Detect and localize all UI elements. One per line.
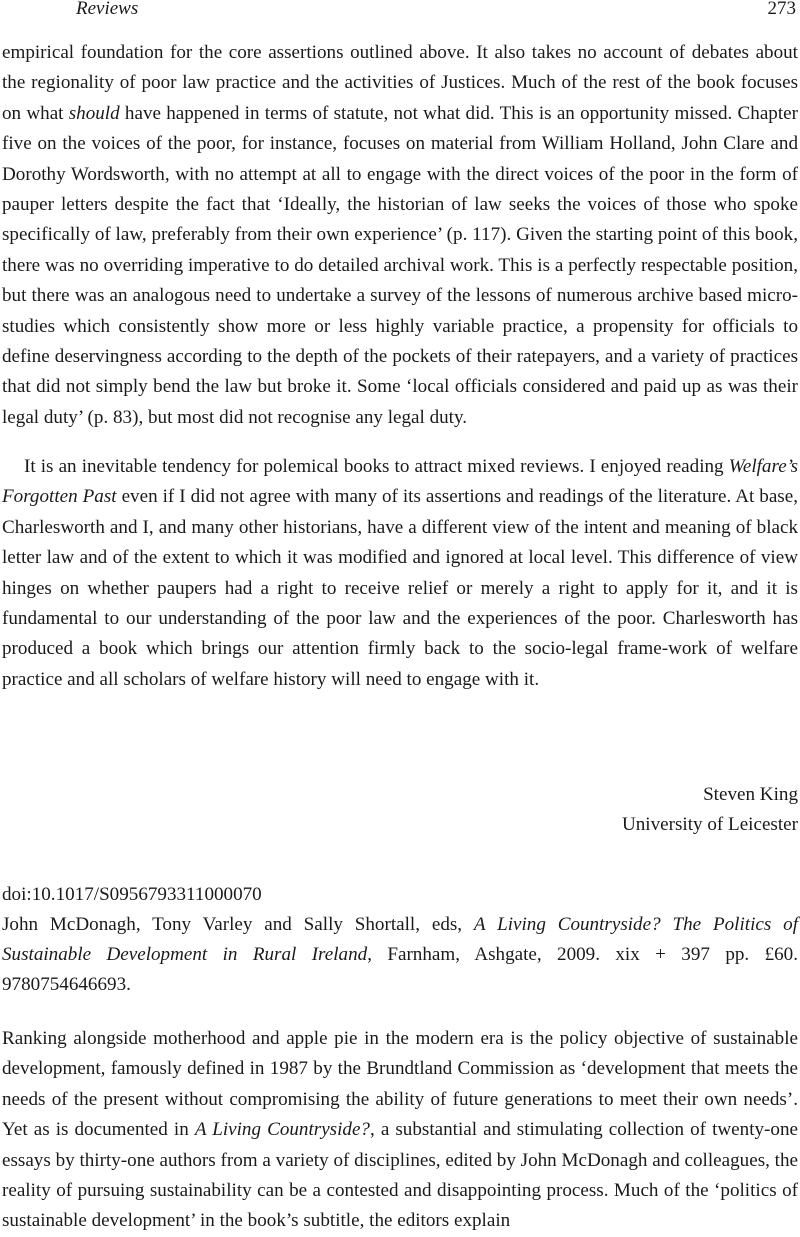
review-2-doi: doi:10.1017/S0956793311000070 — [2, 884, 262, 905]
italic-text: Welfare’s Forgotten Past — [2, 456, 798, 508]
review-1-paragraph-1: empirical foundation for the core assertions outlined above. It also takes no account of debates about the regionality of poor law practice and the activities of Justices. Much of the rest of the book focuses on what should have happened in terms of statute, not what did. This is an opportunity missed. Chapter five on the voices of the poor, for instance, focuses on material from William Holland, John Clare and Dorothy Wordsworth, with no attempt at all to engage with the direct voices of the poor in the form of pauper letters despite the fact that ‘Ideally, the historian of law seeks the voices of those who spoke specifically of law, preferably from their own experience’ (p. 117). Given the starting point of this book, there was no overriding imperative to do detailed archival work. This is a perfectly respectable position, but there was an analogous need to undertake a survey of the lessons of numerous archive based micro-studies which consistently show more or less highly variable practice, a propensity for officials to define deservingness according to the depth of the pockets of their ratepayers, and a variety of practices that did not simply bend the law but broke it. Some ‘local officials considered and paid up as was their legal duty’ (p. 83), but most did not recognise any legal duty. — [2, 42, 798, 428]
running-head-title: Reviews — [76, 0, 139, 19]
review-1-paragraph-2: It is an inevitable tendency for polemical books to attract mixed reviews. I enjoyed reading Welfare’s Forgotten Past even if I did not agree with many of its assertions and readings of the literature. At base, Charlesworth and I, and many other historians, have a different view of the intent and meaning of black letter law and of the extent to which it was modified and ignored at local level. This difference of view hinges on whether paupers had a right to receive relief or merely a right to apply for it, and it is fundamental to our understanding of the poor law and the experiences of the poor. Charlesworth has produced a book which brings our attention firmly back to the socio-legal frame-work of welfare practice and all scholars of welfare history will need to engage with it. — [2, 456, 798, 690]
reviewer-name: Steven King — [703, 784, 798, 805]
page-number: 273 — [767, 0, 796, 19]
review-1-conclusion — [2, 452, 798, 695]
italic-text: A Living Countryside? — [194, 1119, 370, 1141]
review-2-citation: John McDonagh, Tony Varley and Sally Shortall, eds, A Living Countryside? The Politics of Sustainable Development in Rural Ireland, Farnham, Ashgate, 2009. xix + 397 pp. £60. 9780754646693. — [2, 914, 798, 995]
reviewer-affiliation: University of Leicester — [621, 814, 798, 835]
review-1-body — [2, 38, 798, 433]
review-2-paragraph-1: Ranking alongside motherhood and apple pie in the modern era is the policy objective of sustainable development, famously defined in 1987 by the Brundtland Commission as ‘development that meets the needs of the present without compromising the ability of future generations to meet their own needs’. Yet as is documented in A Living Countryside?, a substantial and stimulating collection of twenty-one essays by thirty-one authors from a variety of disciplines, edited by John McDonagh and colleagues, the reality of pursuing sustainability can be a contested and disappointing process. Much of the ‘politics of sustainable development’ in the book’s subtitle, the editors explain — [2, 1028, 798, 1232]
review-2-body — [2, 1024, 798, 1237]
italic-text: A Living Countryside? The Politics of Sustainable Development in Rural Ireland — [2, 914, 798, 965]
running-head — [0, 0, 800, 26]
italic-text: should — [68, 102, 120, 124]
